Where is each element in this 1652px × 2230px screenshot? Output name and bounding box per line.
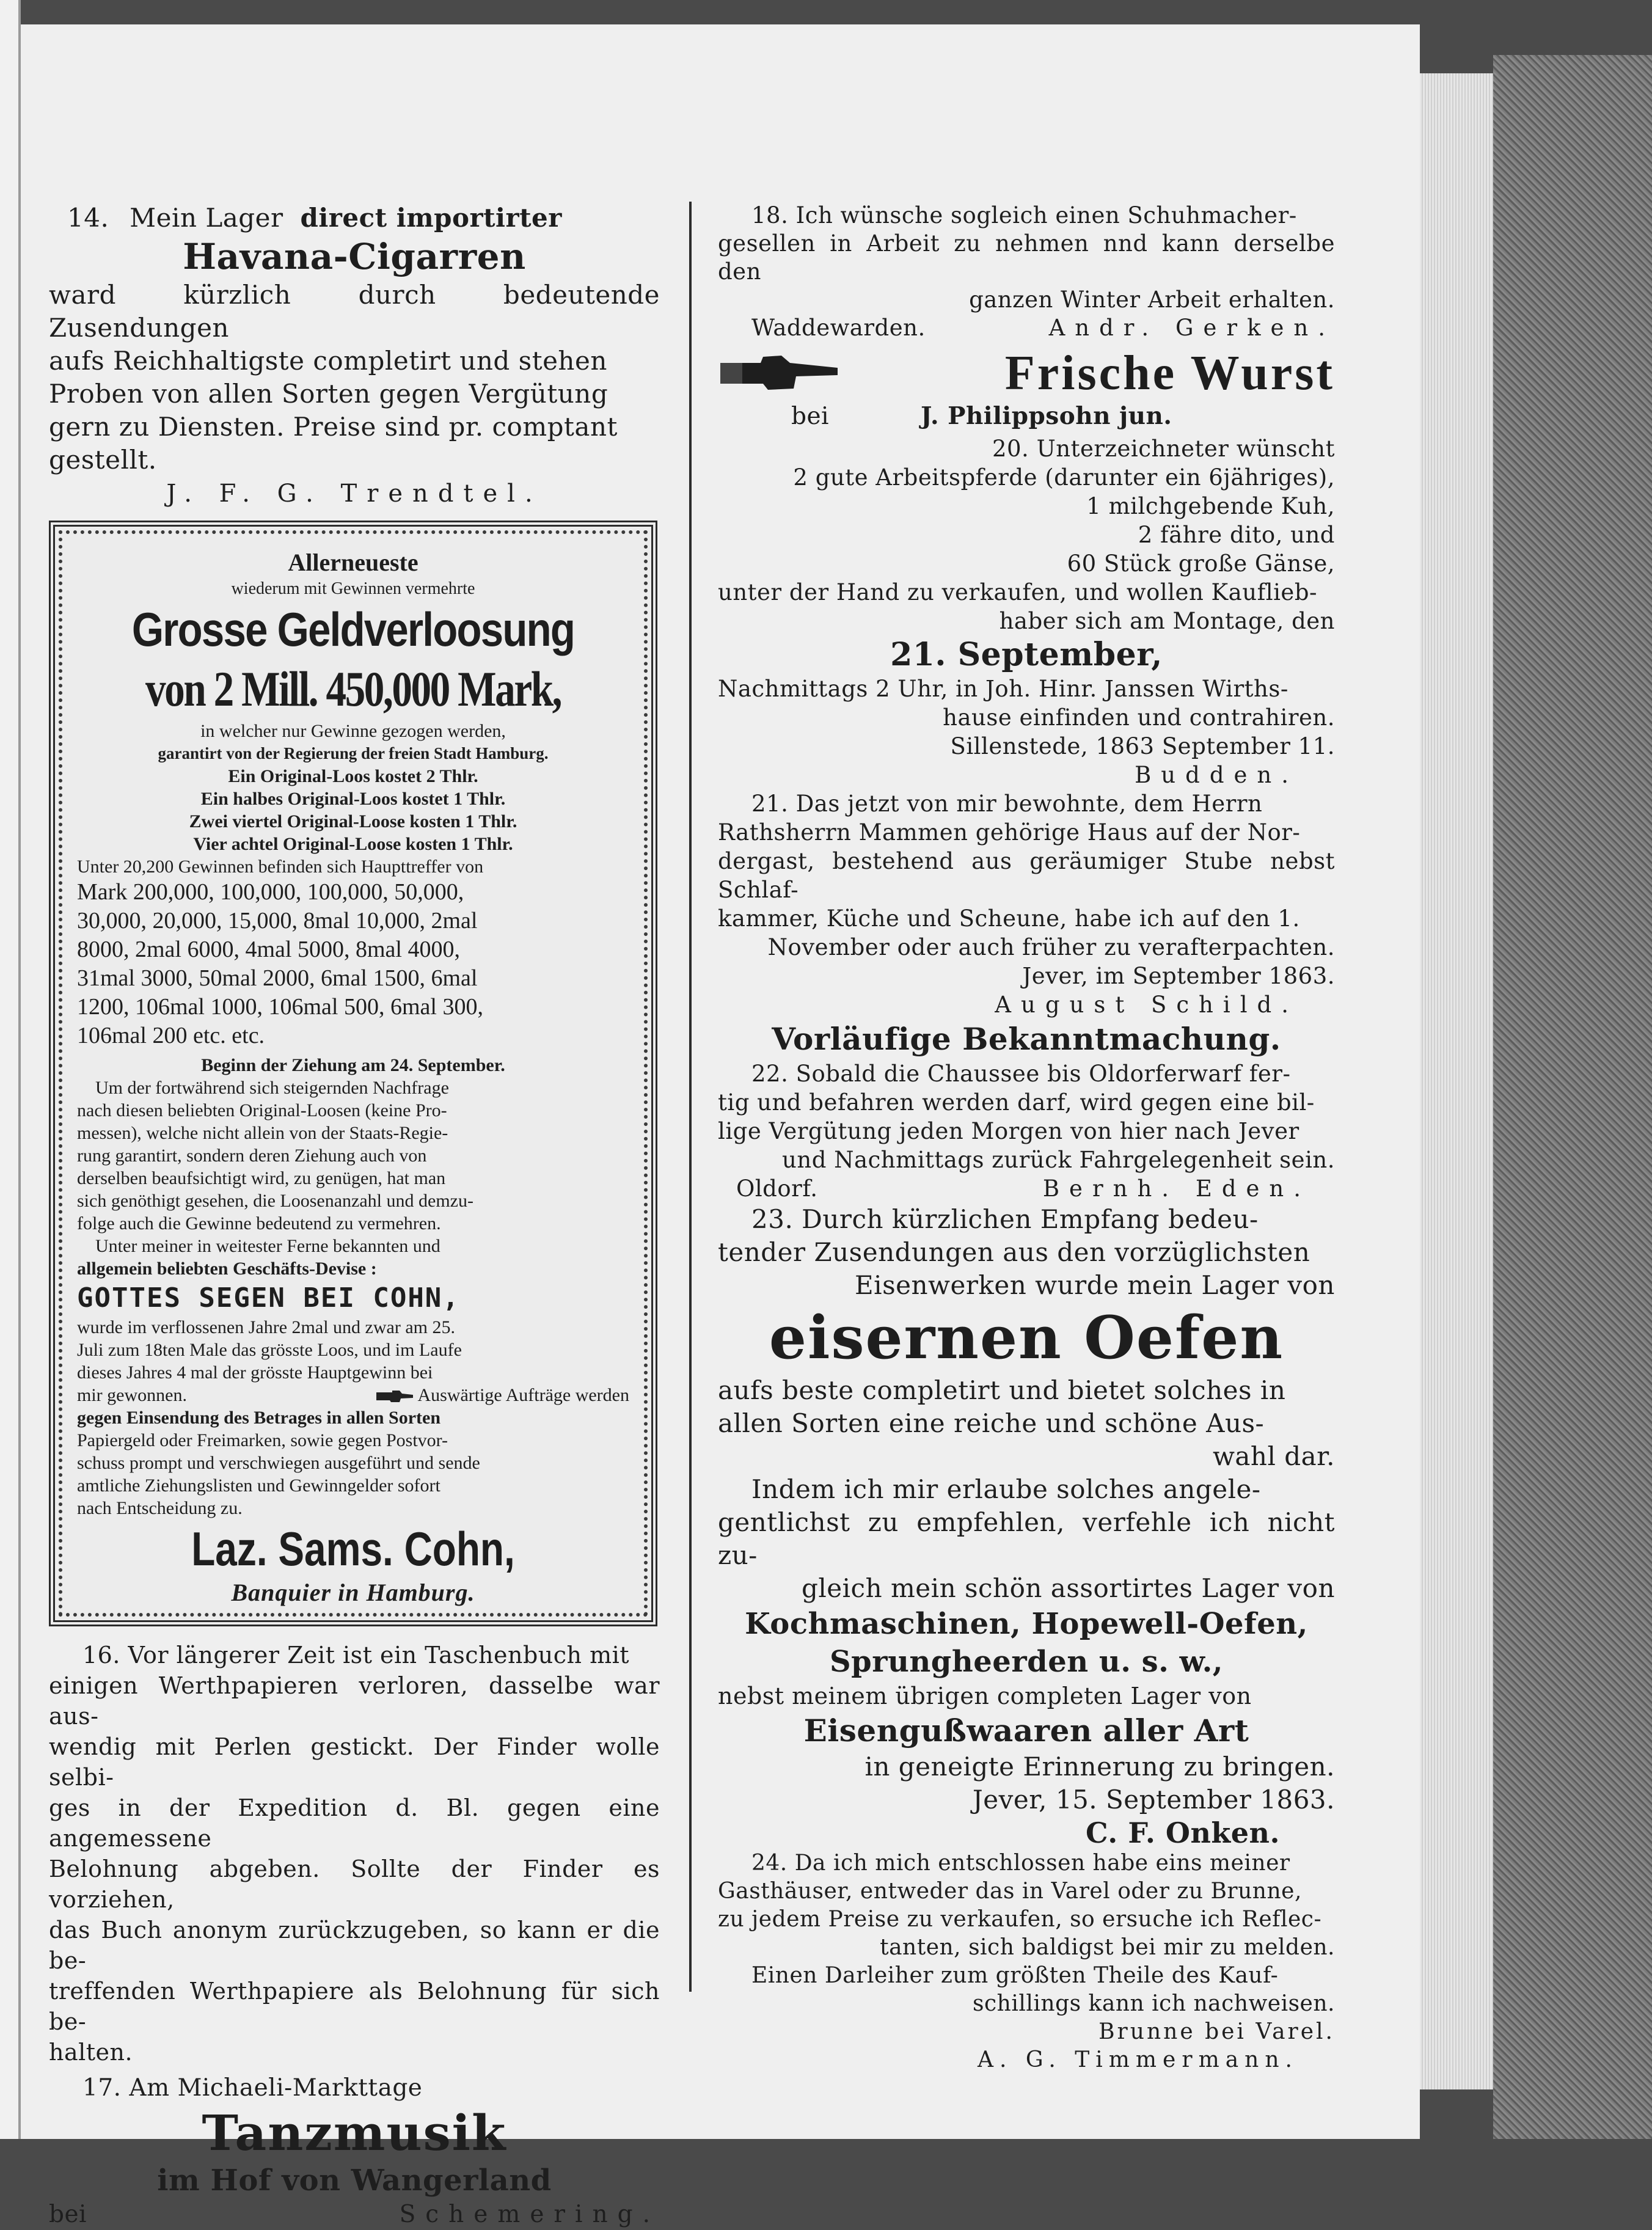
ad-line: gleich mein schön assortirtes Lager von (801, 1573, 1335, 1603)
ad-signature: Schemering. (399, 2201, 660, 2228)
ad-emphasis: direct importirter (300, 203, 562, 233)
ad-signature: Bernh. Eden. (1042, 1175, 1310, 1202)
ad-line: Gasthäuser, entweder das in Varel oder zu Brunne, (718, 1879, 1302, 1904)
ad-line: Indem ich mir erlaube solches angele- (751, 1474, 1261, 1504)
ad-line: lige Vergütung jeden Morgen von hier nach Jever (718, 1118, 1299, 1144)
lottery-paragraph-line: gegen Einsendung des Betrages in allen Sorten (77, 1408, 441, 1428)
lottery-subkicker: wiederum mit Gewinnen vermehrte (231, 579, 475, 598)
ad-22 (718, 1019, 1335, 1203)
lottery-banker-name: Laz. Sams. Cohn, (191, 1522, 515, 1576)
lottery-prizes-line: 106mal 200 etc. etc. (77, 1023, 265, 1048)
ad-heading: Kochmaschinen, Hopewell-Oefen, (745, 1607, 1308, 1641)
ad-text: bei (49, 2201, 87, 2228)
ad-16 (49, 1640, 660, 2067)
ad-place: Brunne bei Varel. (1098, 2019, 1335, 2044)
ad-line: zu jedem Preise zu verkaufen, so ersuche ich Reflec- (718, 1907, 1322, 1932)
book-cover (1493, 55, 1652, 2139)
ad-line: 1 milchgebende Kuh, (1086, 493, 1335, 519)
lottery-paragraph-line: nach diesen beliebten Original-Loosen (keine Pro- (77, 1100, 447, 1120)
ad-signature: August Schild. (995, 992, 1298, 1018)
lottery-prizes-line: 8000, 2mal 6000, 4mal 5000, 8mal 4000, (77, 937, 460, 962)
ad-place: Jever, im September 1863. (1022, 963, 1335, 989)
ad-title: eisernen Oefen (769, 1303, 1284, 1372)
lottery-paragraph-line: folge auch die Gewinne bedeutend zu vermehren. (77, 1213, 441, 1234)
ad-footer (718, 401, 1335, 432)
ad-line: 16. Vor längerer Zeit ist ein Taschenbuch mit (82, 1642, 630, 1669)
ad-line: 21. Das jetzt von mir bewohnte, dem Herrn (751, 791, 1263, 817)
ad-line: gesellen in Arbeit zu nehmen nnd kann derselbe den (718, 230, 1335, 285)
ad-subtitle: im Hof von Wangerland (157, 2163, 552, 2198)
lottery-paragraph-line: Unter meiner in weitester Ferne bekannten und (95, 1236, 440, 1256)
ad-line: Eisenwerken wurde mein Lager von (855, 1270, 1335, 1300)
lottery-paragraph-line: nach Entscheidung zu. (77, 1498, 243, 1518)
ad-line: dergast, bestehend aus geräumiger Stube nebst Schlaf- (718, 848, 1335, 903)
ad-14 (49, 202, 660, 511)
newspaper-page (21, 24, 1420, 2228)
ad-line: Belohnung abgeben. Sollte der Finder es vorziehen, (49, 1855, 660, 1913)
ad-signature: C. F. Onken. (1085, 1816, 1280, 1849)
ad-line: ward kürzlich durch bedeutende Zusendungen (49, 280, 660, 343)
ad-heading: Eisengußwaaren aller Art (803, 1713, 1249, 1749)
lottery-advertisement (49, 521, 657, 1626)
ad-date-heading: 21. September, (890, 636, 1163, 673)
ad-line: in geneigte Erinnerung zu bringen. (864, 1752, 1335, 1782)
ad-line: gestellt. (49, 445, 157, 475)
ad-line: unter der Hand zu verkaufen, und wollen Kauflieb- (718, 579, 1318, 605)
ad-line: tig und befahren werden darf, wird gegen eine bil- (718, 1089, 1315, 1116)
lottery-text: Auswärtige Aufträge werden (417, 1385, 629, 1405)
lottery-paragraph-line: derselben beaufsichtigt wird, zu genügen, hat man (77, 1168, 446, 1188)
ad-signature: J. F. G. Trendtel. (166, 480, 543, 508)
lottery-line: in welcher nur Gewinne gezogen werden, (200, 721, 506, 741)
ad-footer (718, 314, 1335, 342)
ad-line: 24. Da ich mich entschlossen habe eins meiner (751, 1851, 1290, 1876)
ad-line: gentlichst zu empfehlen, verfehle ich nicht zu- (718, 1507, 1335, 1570)
lottery-paragraph-line: rung garantirt, sondern deren Ziehung auch von (77, 1146, 427, 1166)
ad-place: Oldorf. (736, 1175, 818, 1202)
lottery-prizes-line: 1200, 106mal 1000, 106mal 500, 6mal 300, (77, 994, 483, 1020)
ad-heading: Sprungheerden u. s. w., (829, 1645, 1224, 1679)
lottery-paragraph-line (77, 1384, 629, 1406)
ad-line: aufs beste completirt und bietet solches in (718, 1375, 1286, 1405)
ad-line: wahl dar. (1212, 1441, 1335, 1471)
ad-title: Havana-Cigarren (183, 236, 526, 277)
ad-line: 17. Am Michaeli-Markttage (82, 2074, 423, 2102)
lottery-prizes-line: Mark 200,000, 100,000, 100,000, 50,000, (77, 879, 464, 905)
adjacent-page-edge (0, 0, 21, 2139)
ad-place: Sillenstede, 1863 September 11. (950, 733, 1335, 759)
lottery-draw-date: Beginn der Ziehung am 24. September. (201, 1055, 505, 1075)
right-column (718, 202, 1335, 2074)
ad-line: und Nachmittags zurück Fahrgelegenheit sein. (782, 1147, 1335, 1173)
ad-line: Proben von allen Sorten gegen Vergütung (49, 379, 609, 409)
lottery-price: Zwei viertel Original-Loose kosten 1 Thlr. (189, 811, 517, 832)
ad-signature: Budden. (1135, 762, 1298, 788)
lottery-motto: GOTTES SEGEN BEI COHN, (77, 1282, 460, 1314)
lottery-paragraph-line: messen), welche nicht allein von der Staats-Regie- (77, 1123, 448, 1143)
ad-number: 14. (67, 203, 109, 233)
ad-line: gern zu Diensten. Preise sind pr. comptant (49, 412, 618, 442)
ad-line: allen Sorten eine reiche und schöne Aus- (718, 1408, 1265, 1438)
pointing-hand-icon (718, 352, 840, 395)
lottery-paragraph-line: Um der fortwährend sich steigernden Nachfrage (95, 1078, 449, 1098)
ad-line: 2 fähre dito, und (1138, 522, 1335, 548)
ad-line: hause einfinden und contrahiren. (943, 704, 1335, 731)
ad-line: 18. Ich wünsche sogleich einen Schuhmacher- (751, 202, 1297, 228)
ad-line: 60 Stück große Gänse, (1067, 550, 1335, 577)
page-stack-edge (1420, 73, 1493, 2089)
lottery-price: Ein halbes Original-Loos kostet 1 Thlr. (200, 789, 506, 809)
lottery-prizes-line: 31mal 3000, 50mal 2000, 6mal 1500, 6mal (77, 965, 478, 991)
ad-19 (718, 346, 1335, 432)
lottery-prizes-line: 30,000, 20,000, 15,000, 8mal 10,000, 2mal (77, 908, 478, 934)
left-column (49, 202, 660, 2230)
lottery-paragraph-line: amtliche Ziehungslisten und Gewinngelder sofort (77, 1475, 440, 1496)
ad-line: einigen Werthpapieren verloren, dasselbe war aus- (49, 1672, 660, 1730)
lottery-prizes-intro: Unter 20,200 Gewinnen befinden sich Haupttreffer von (77, 857, 484, 877)
ad-line: nebst meinem übrigen completen Lager von (718, 1683, 1252, 1709)
lottery-paragraph-line: Papiergeld oder Freimarken, sowie gegen Postvor- (77, 1430, 448, 1450)
ad-line: 23. Durch kürzlichen Empfang bedeu- (751, 1204, 1259, 1234)
ad-footer (718, 1174, 1335, 1203)
pointing-hand-icon (375, 1389, 414, 1405)
ad-line: ges in der Expedition d. Bl. gegen eine angemessene (49, 1794, 660, 1852)
ad-24 (718, 1849, 1335, 2074)
ad-title: Frische Wurst (1004, 346, 1335, 400)
lottery-headline: Grosse Geldverloosung (131, 602, 575, 656)
lottery-paragraph-line: schuss prompt und verschwiegen ausgeführt und sende (77, 1453, 480, 1473)
ad-17 (49, 2072, 660, 2230)
ad-line: aufs Reichhaltigste completirt und stehen (49, 346, 607, 376)
ad-line: tanten, sich baldigst bei mir zu melden. (880, 1935, 1335, 1960)
ad-18 (718, 202, 1335, 342)
ad-signature: Andr. Gerken. (1048, 315, 1335, 341)
ad-21 (718, 789, 1335, 1019)
ad-line: ganzen Winter Arbeit erhalten. (969, 287, 1335, 313)
lottery-banker-title: Banquier in Hamburg. (231, 1579, 475, 1606)
ad-signature: A. G. Timmermann. (978, 2047, 1298, 2072)
ad-line: Einen Darleiher zum größten Theile des Kauf- (751, 1963, 1279, 1988)
ad-line: haber sich am Montage, den (999, 608, 1335, 634)
lottery-paragraph-line: allgemein beliebten Geschäfts-Devise : (77, 1259, 377, 1279)
lottery-text: mir gewonnen. (77, 1385, 187, 1405)
pointing-hand-group (375, 1384, 629, 1406)
column-rule (689, 202, 692, 1992)
lottery-kicker: Allerneueste (288, 549, 418, 576)
ad-title: Vorläufige Bekanntmachung. (772, 1021, 1281, 1057)
ad-text: bei (791, 403, 830, 430)
ad-line: treffenden Werthpapiere als Belohnung für sich be- (49, 1978, 660, 2035)
ad-line: Rathsherrn Mammen gehörige Haus auf der Nor- (718, 819, 1301, 846)
lottery-paragraph-line: dieses Jahres 4 mal der grösste Hauptgewinn bei (77, 1362, 433, 1383)
ad-line: November oder auch früher zu verafterpachten. (767, 934, 1335, 960)
lottery-paragraph-line: sich genöthigt gesehen, die Loosenanzahl und demzu- (77, 1191, 473, 1211)
ad-20 (718, 434, 1335, 789)
ad-place: Waddewarden. (751, 315, 926, 341)
lottery-price: Ein Original-Loos kostet 2 Thlr. (228, 766, 478, 786)
ad-23 (718, 1203, 1335, 1849)
ad-line: schillings kann ich nachweisen. (973, 1991, 1335, 2016)
ad-line: halten. (49, 2039, 133, 2066)
ad-line: tender Zusendungen aus den vorzüglichsten (718, 1237, 1310, 1267)
ad-signature: J. Philippsohn jun. (921, 402, 1172, 430)
ad-text: Mein Lager (130, 203, 283, 233)
lottery-amount: von 2 Mill. 450,000 Mark, (145, 661, 561, 717)
ad-place: Jever, 15. September 1863. (972, 1785, 1335, 1815)
ad-footer (49, 2199, 660, 2230)
ad-line: 22. Sobald die Chaussee bis Oldorferwarf fer- (751, 1061, 1291, 1087)
ad-title: Tanzmusik (202, 2104, 507, 2162)
lottery-guarantee: garantirt von der Regierung der freien Stadt Hamburg. (158, 744, 549, 762)
ad-line: das Buch anonym zurückzugeben, so kann er die be- (49, 1917, 660, 1974)
ad-line: wendig mit Perlen gestickt. Der Finder wolle selbi- (49, 1733, 660, 1791)
ad-line: Nachmittags 2 Uhr, in Joh. Hinr. Janssen Wirths- (718, 676, 1288, 702)
ad-line: 2 gute Arbeitspferde (darunter ein 6jähriges), (793, 464, 1335, 491)
lottery-paragraph-line: wurde im verflossenen Jahre 2mal und zwar am 25. (77, 1317, 455, 1337)
lottery-paragraph-line: Juli zum 18ten Male das grösste Loos, und im Laufe (77, 1340, 462, 1360)
lottery-price: Vier achtel Original-Loose kosten 1 Thlr. (193, 834, 513, 854)
ad-line: 20. Unterzeichneter wünscht (992, 436, 1335, 462)
ad-line: kammer, Küche und Scheune, habe ich auf den 1. (718, 905, 1300, 932)
